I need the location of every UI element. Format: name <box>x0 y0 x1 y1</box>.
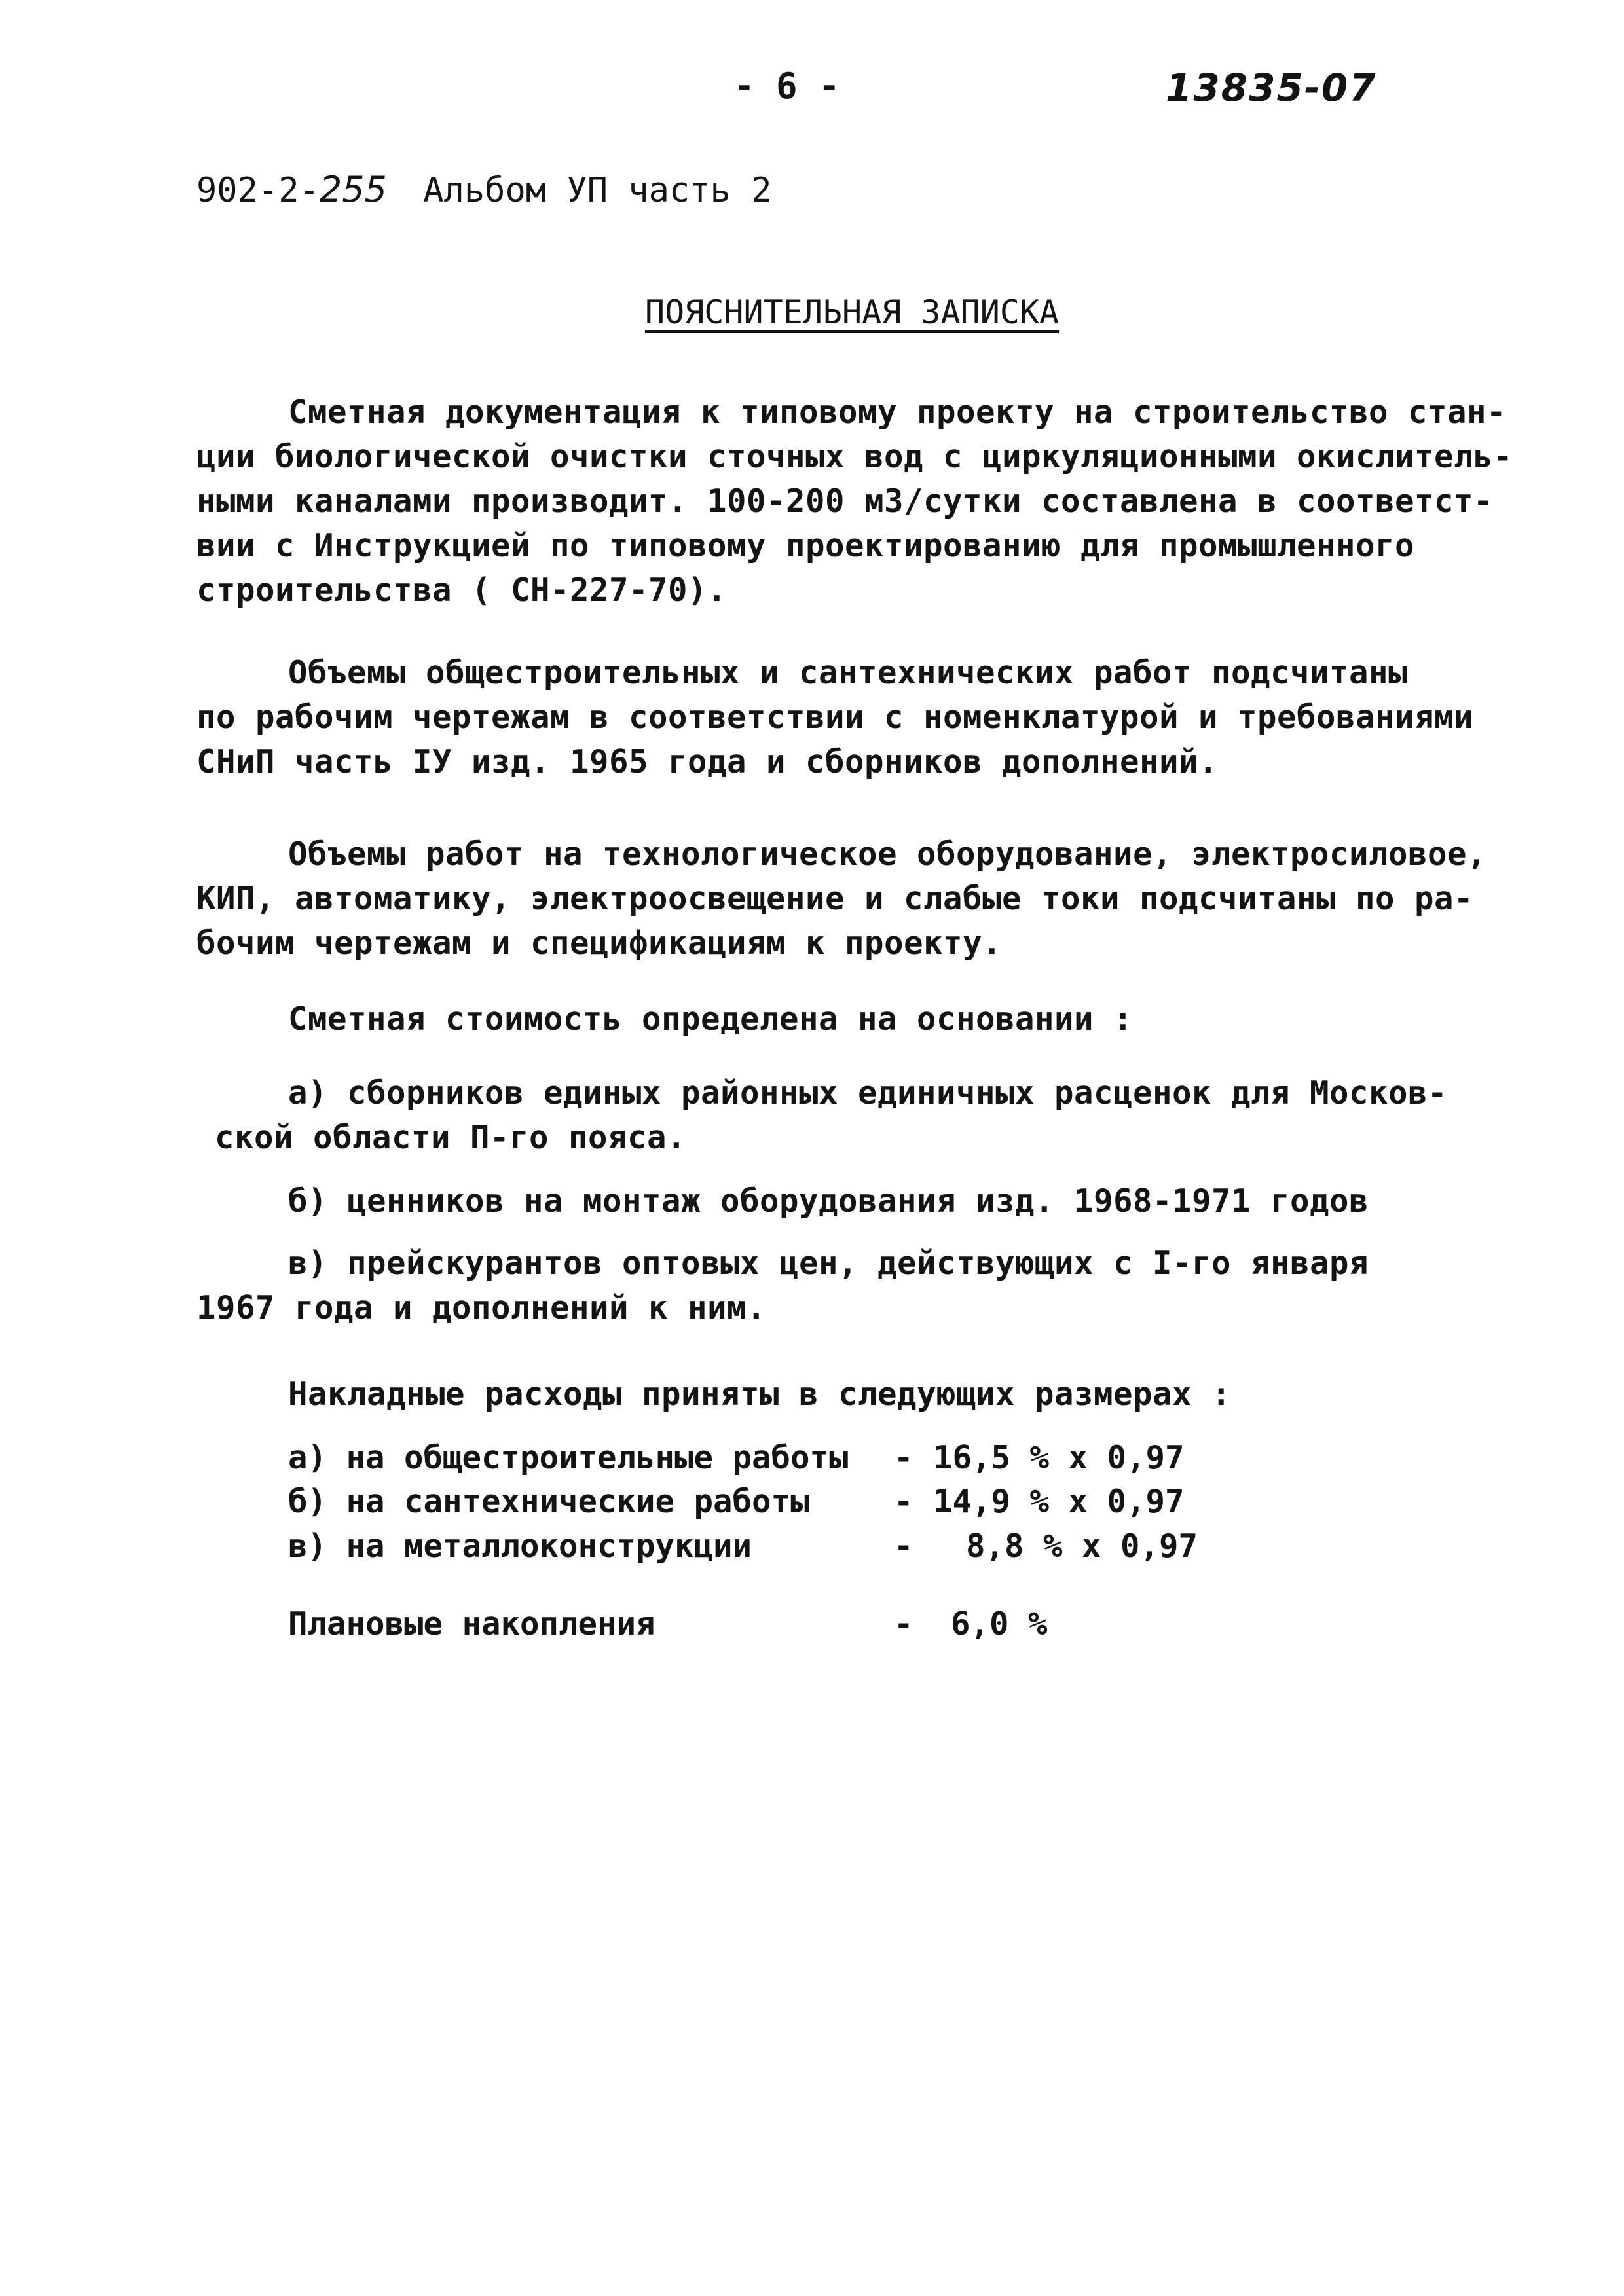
album-code-prefix: 902-2- <box>196 171 320 210</box>
overhead-row-value: 16,5 % х 0,97 <box>933 1439 1185 1476</box>
planned-dash: - <box>894 1605 913 1643</box>
overhead-row-label: б) на сантехнические работы <box>288 1483 810 1520</box>
overhead-row-value: 8,8 % х 0,97 <box>966 1527 1198 1565</box>
basis-item-a-line2: ской области П-го пояса. <box>215 1119 687 1156</box>
basis-item-c-line1: в) прейскурантов оптовых цен, действующих с I-го января <box>288 1245 1369 1282</box>
album-code-handwritten: 255 <box>319 169 387 210</box>
para1-line: Сметная документация к типовому проекту на строительство стан- <box>288 393 1507 431</box>
basis-item-b: б) ценников на монтаж оборудования изд. 1968-1971 годов <box>288 1182 1369 1220</box>
basis-item-c-line2: 1967 года и дополнений к ним. <box>196 1289 767 1326</box>
para2-line: СНиП часть IУ изд. 1965 года и сборников дополнений. <box>196 743 1219 780</box>
overhead-row-dash: - <box>894 1483 913 1520</box>
basis-item-a-line1: а) сборников единых районных единичных расценок для Москов- <box>288 1074 1448 1112</box>
overhead-row-dash: - <box>894 1527 913 1565</box>
para3-line: бочим чертежам и спецификациям к проекту. <box>196 924 1003 962</box>
para1-line: строительства ( СН-227-70). <box>196 572 728 609</box>
album-rest: Альбом УП часть 2 <box>423 171 772 210</box>
para2-line: Объемы общестроительных и сантехнических работ подсчитаны <box>288 654 1409 691</box>
basis-intro: Сметная стоимость определена на основании : <box>288 1000 1134 1038</box>
document-code: 13835-07 <box>1166 65 1377 110</box>
para3-line: Объемы работ на технологическое оборудование, электросиловое, <box>288 835 1487 873</box>
para2-line: по рабочим чертежам в соответствии с номенклатурой и требованиями <box>196 699 1474 736</box>
album-line <box>196 169 771 210</box>
overhead-row-label: а) на общестроительные работы <box>288 1439 849 1476</box>
para1-line: вии с Инструкцией по типовому проектированию для промышленного <box>196 527 1415 564</box>
para1-line: ными каналами производит. 100-200 м3/сутки составлена в соответст- <box>196 483 1494 520</box>
overhead-row-value: 14,9 % х 0,97 <box>933 1483 1185 1520</box>
page-title: ПОЯСНИТЕЛЬНАЯ ЗАПИСКА <box>645 293 1060 331</box>
planned-value: 6,0 % <box>951 1605 1048 1643</box>
overhead-intro: Накладные расходы приняты в следующих размерах : <box>288 1376 1232 1413</box>
para1-line: ции биологической очистки сточных вод с циркуляционными окислитель- <box>196 438 1513 475</box>
overhead-row-dash: - <box>894 1439 913 1476</box>
para3-line: КИП, автоматику, электроосвещение и слабые токи подсчитаны по ра- <box>196 880 1474 917</box>
page-number: - 6 - <box>733 65 840 107</box>
overhead-row-label: в) на металлоконструкции <box>288 1527 752 1565</box>
planned-label: Плановые накопления <box>288 1605 655 1643</box>
